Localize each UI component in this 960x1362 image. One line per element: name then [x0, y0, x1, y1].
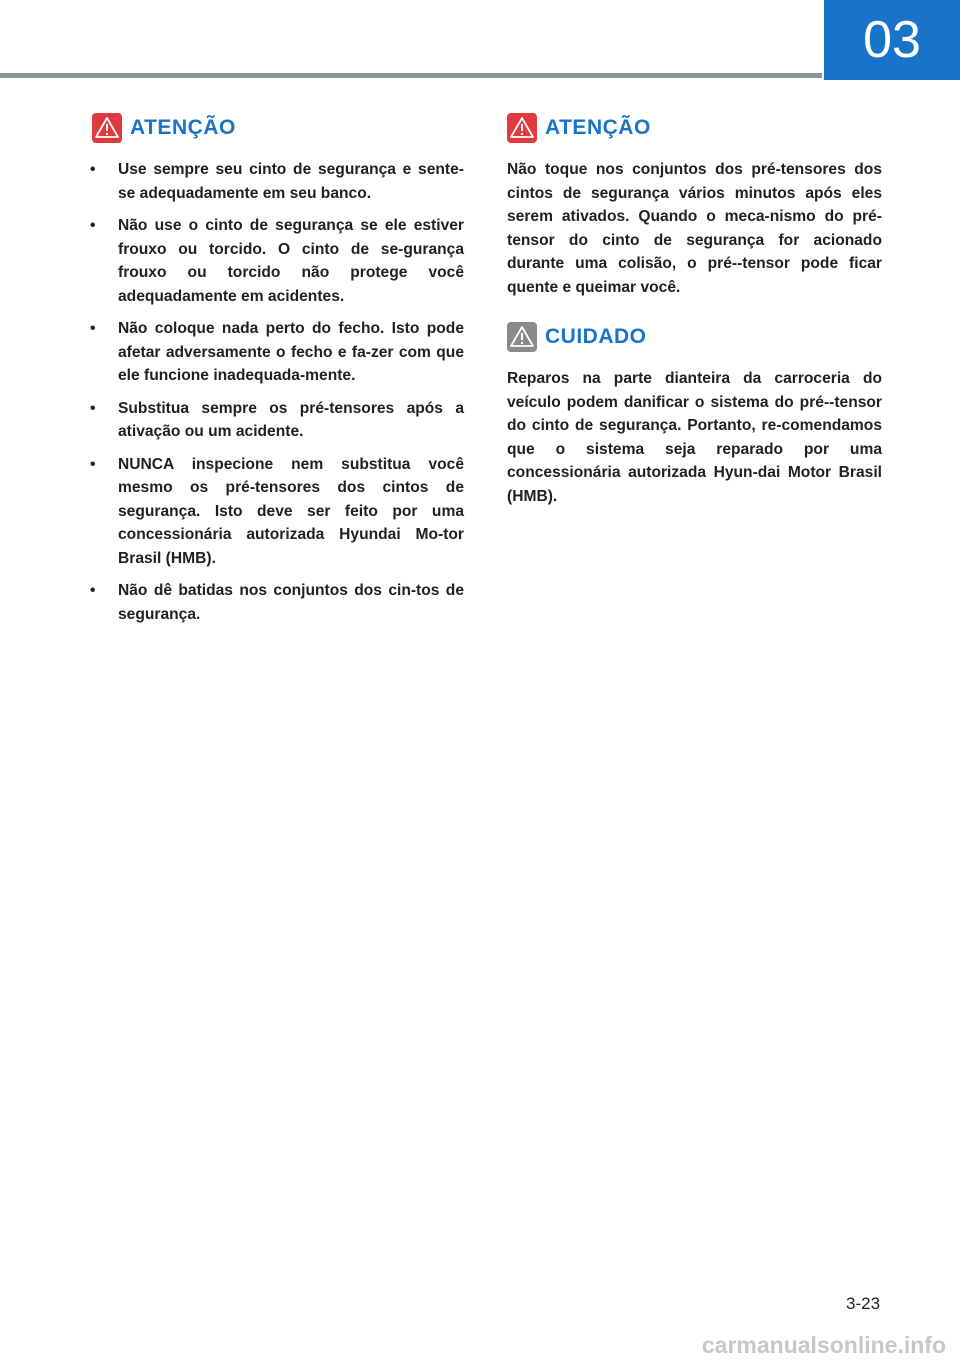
warning-triangle-icon — [507, 113, 537, 143]
warning-paragraph: Não toque nos conjuntos dos pré-tensores dos cintos de segurança vários minutos após eles serem ativados. Quando o meca-nismo do pré-tensor do cinto de segurança for acionado durante uma colisão, o pré--tensor pode ficar quente e queimar você. — [507, 161, 882, 296]
right-column — [507, 112, 882, 508]
caution-heading-label: CUIDADO — [545, 325, 647, 348]
caution-triangle-icon — [507, 322, 537, 352]
left-column — [86, 112, 464, 635]
header-rule — [0, 73, 822, 78]
chapter-tab: 03 — [824, 0, 960, 80]
watermark: carmanualsonline.info — [701, 1332, 946, 1358]
list-item: • Não dê batidas nos conjuntos dos cin-tos de segurança. — [90, 582, 464, 623]
list-item: • Não use o cinto de segurança se ele estiver frouxo ou torcido. O cinto de se-gurança frouxo ou torcido não protege você adequadamente em acidentes. — [90, 217, 464, 305]
caution-heading — [507, 321, 882, 353]
warning-bullet-list — [86, 158, 464, 626]
warning-heading-left — [86, 112, 464, 144]
page-number: 3-23 — [846, 1294, 881, 1313]
warning-triangle-icon — [92, 113, 122, 143]
caution-paragraph: Reparos na parte dianteira da carroceria do veículo podem danificar o sistema do pré--tensor do cinto de segurança. Portanto, re-comendamos que o sistema seja reparado por uma concessionária autorizada Hyun-dai Motor Brasil (HMB). — [507, 370, 882, 505]
list-item: • Não coloque nada perto do fecho. Isto pode afetar adversamente o fecho e fa-zer com que ele funcione inadequada-mente. — [90, 320, 464, 384]
list-item: • Use sempre seu cinto de segurança e sente-se adequadamente em seu banco. — [90, 161, 464, 202]
warning-heading-label: ATENÇÃO — [545, 116, 651, 139]
list-item: • Substitua sempre os pré-tensores após a ativação ou um acidente. — [90, 399, 464, 440]
warning-heading-right — [507, 112, 882, 144]
list-item: • NUNCA inspecione nem substitua você mesmo os pré-tensores dos cintos de segurança. Isto deve ser feito por uma concessionária autorizada Hyundai Mo-tor Brasil (HMB). — [90, 455, 464, 567]
warning-heading-label: ATENÇÃO — [130, 116, 236, 139]
